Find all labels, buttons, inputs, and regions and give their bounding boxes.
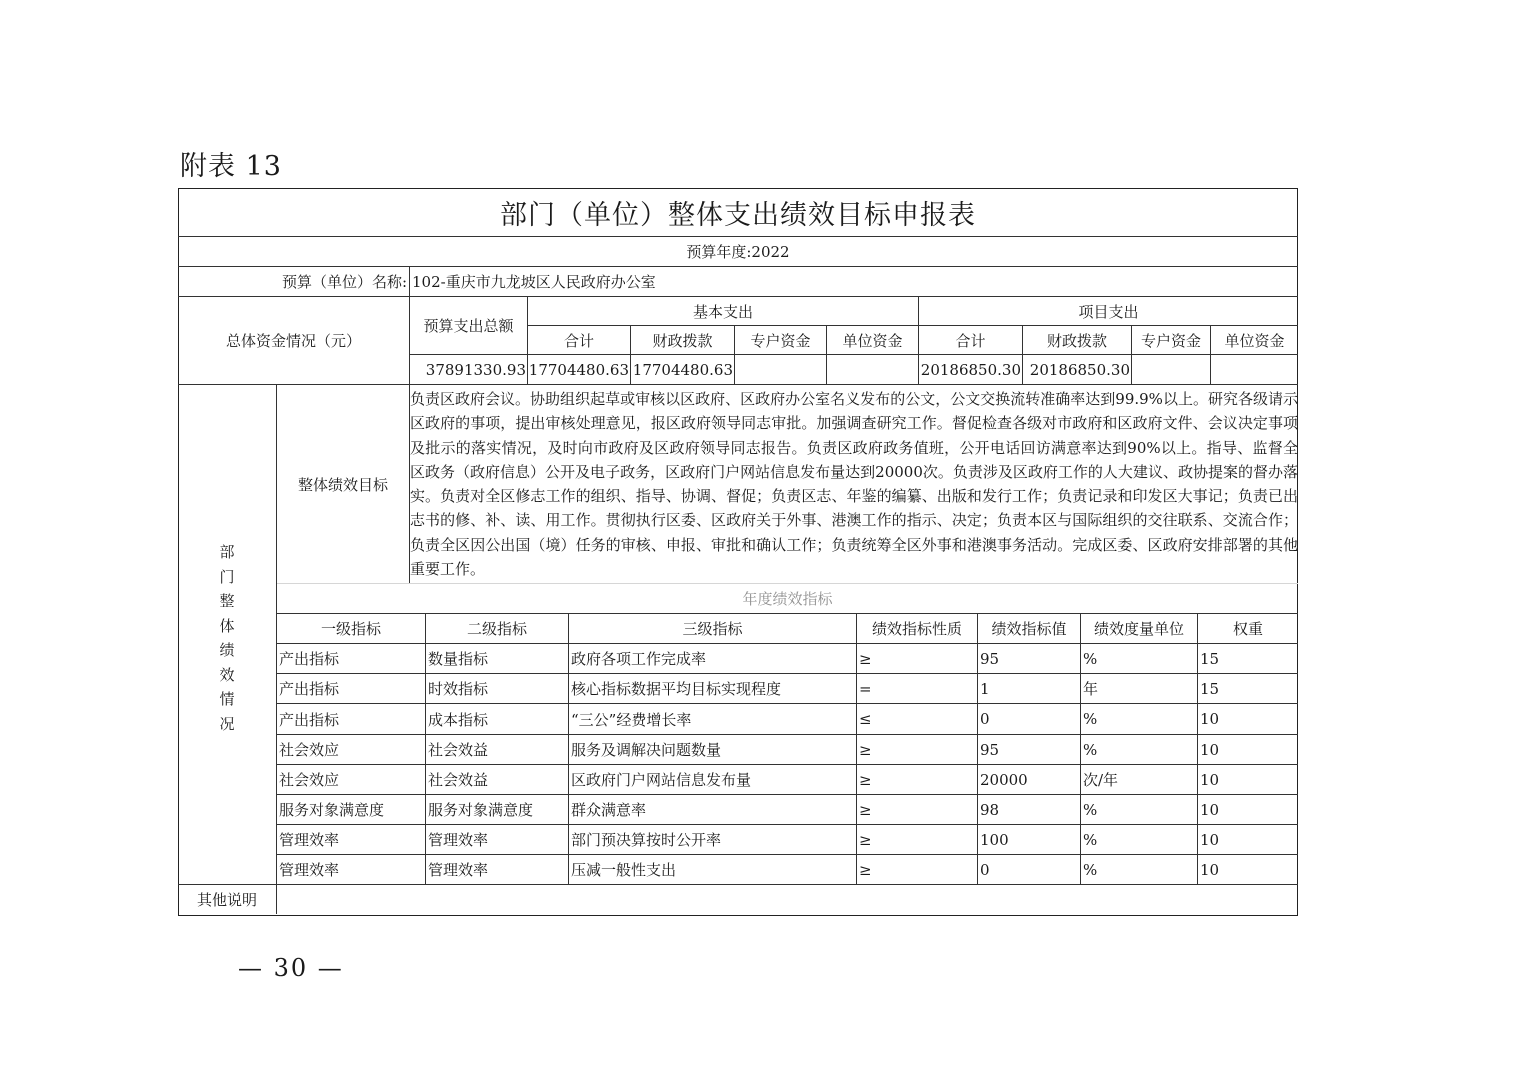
total-expenditure-value: 37891330.93 bbox=[425, 360, 526, 379]
annual-indicators-label: 年度绩效指标 bbox=[742, 590, 833, 608]
funds-label: 总体资金情况（元） bbox=[225, 332, 361, 350]
project-fiscal-header: 财政拨款 bbox=[1046, 331, 1107, 350]
basic-total-value: 17704480.63 bbox=[528, 360, 629, 379]
form-title: 部门（单位）整体支出绩效目标申报表 bbox=[500, 199, 976, 231]
col-level3-header: 三级指标 bbox=[682, 620, 743, 638]
overall-goal-text: 负责区政府会议。协助组织起草或审核以区政府、区政府办公室名义发布的公文，公文交换流转准确率达到99.9%以上。研究各级请示区政府的事项，提出审核处理意见，报区政府领导同志审批。加强调查研究工作。督促检查各级对市政府和区政府文件、会议决定事项及批示的落实情况，及时向市政府及区政府领导同志报告。负责区政府政务值班，公开电话回访满意率达到90%以上。指导、监督全区政务（政府信息）公开及电子政务，区政府门户网站信息发布量达到20000次。负责涉及区政府工作的人大建议、政协提案的督办落实。负责对全区修志工作的组织、指导、协调、督促；负责区志、年鉴的编纂、出版和发行工作；负责记录和印发区大事记；负责已出志书的修、补、读、用工作。贯彻执行区委、区政府关于外事、港澳工作的指示、决定；负责本区与国际组织的交往联系、交流合作；负责全区因公出国（境）任务的审核、申报、审批和确认工作；负责统筹全区外事和港澳事务活动。完成区委、区政府安排部署的其他重要工作。 bbox=[410, 390, 1298, 579]
dept-performance-label: 部 门 整 体 绩 效 情 况 bbox=[219, 543, 235, 733]
other-notes-label: 其他说明 bbox=[196, 891, 257, 909]
project-unit-funds-header: 单位资金 bbox=[1224, 331, 1285, 350]
budget-year: 预算年度:2022 bbox=[686, 243, 790, 261]
basic-total-header: 合计 bbox=[563, 331, 594, 350]
col-nature-header: 绩效指标性质 bbox=[871, 620, 962, 638]
basic-expenditure-header: 基本支出 bbox=[692, 302, 753, 321]
col-value-header: 绩效指标值 bbox=[991, 620, 1067, 638]
project-fiscal-value: 20186850.30 bbox=[1029, 360, 1130, 379]
project-special-account-header: 专户资金 bbox=[1140, 331, 1201, 350]
annex-label: 附表 13 bbox=[180, 151, 282, 182]
col-level2-header: 二级指标 bbox=[466, 620, 527, 638]
basic-special-account-header: 专户资金 bbox=[750, 331, 811, 350]
basic-fiscal-header: 财政拨款 bbox=[652, 331, 713, 350]
overall-goal-label: 整体绩效目标 bbox=[297, 475, 388, 494]
page-number: — 30 — bbox=[238, 954, 344, 982]
col-level1-header: 一级指标 bbox=[320, 620, 381, 638]
total-expenditure-header: 预算支出总额 bbox=[423, 317, 514, 335]
col-unit-header: 绩效度量单位 bbox=[1093, 620, 1184, 638]
basic-fiscal-value: 17704480.63 bbox=[632, 360, 733, 379]
col-weight-header: 权重 bbox=[1232, 620, 1263, 638]
project-expenditure-header: 项目支出 bbox=[1078, 302, 1139, 321]
unit-name-value: 102-重庆市九龙坡区人民政府办公室 bbox=[412, 273, 656, 291]
basic-unit-funds-header: 单位资金 bbox=[842, 331, 903, 350]
performance-goal-form: 部门（单位）整体支出绩效目标申报表 预算年度:2022 预算（单位）名称: 102-重庆市九龙坡区人民政府办公室 总体资金情况（元） 预算支出总额 基本支出 项目支出 合计 财政拨款 专户资金 单位资金 合计 财政拨款 专户资金 单位资金 37891330.93 17704480.63 17704480.63 20186850.30 20186850.30 部 门 整 体 绩 效 情 况 整体绩效目标 负责区政府会议。协助组织起草或审核以区政府、区政府办公室名义发布的公文，公文交换流转准确率达到99.9%以上。研究各级请示区政府的事项，提出审核处理意见，报区政府领导同志审批。加强调查研究工作。督促检查各级对市政府和区政府文件、会议决定事项及批示的落实情况，及时向市政府及区政府领导同志报告。负责区政府政务值班，公开电话回访满意率达到90%以上。指导、监督全区政务（政府信息）公开及电子政务，区政府门户网站信息发布量达到20000次。负责涉及区政府工作的人大建议、政协提案的督办落实。负责对全区修志工作的组织、指导、协调、督促；负责区志、年鉴的编纂、出版和发行工作；负责记录和印发区大事记；负责已出志书的修、补、读、用工作。贯彻执行区委、区政府关于外事、港澳工作的指示、决定；负责本区与国际组织的交往联系、交流合作；负责全区因公出国（境）任务的审核、申报、审批和确认工作；负责统筹全区外事和港澳事务活动。完成区委、区政府安排部署的其他重要工作。 年度绩效指标 一级指标 二级指标 三级指标 绩效指标性质 绩效指标值 绩效度量单位 权重 产出指标 数量指标 政府各项工作完成率 ≥ 95 % 15 产出指标 时效指标 核心指标数据平均目标实现程度 = 1 年 15 产出指标 成本指标 “三公”经费增长率 ≤ 0 % 10 社会效应 社会效益 服务及调解决问题数量 ≥ 95 % 10 社会效应 社会效益 区政府门户网站信息发布量 ≥ 20000 次/年 10 服务对象满意度 服务对象满意度 群众满意率 ≥ 98 % 10 管理效率 管理效率 部门预决算按时公开率 ≥ 100 % 10 管理效率 管理效率 压减一般性支出 ≥ 0 % 10 其他说明 bbox=[178, 188, 1298, 916]
project-total-value: 20186850.30 bbox=[920, 360, 1021, 379]
unit-name-label: 预算（单位）名称: bbox=[281, 273, 407, 291]
project-total-header: 合计 bbox=[955, 331, 986, 350]
